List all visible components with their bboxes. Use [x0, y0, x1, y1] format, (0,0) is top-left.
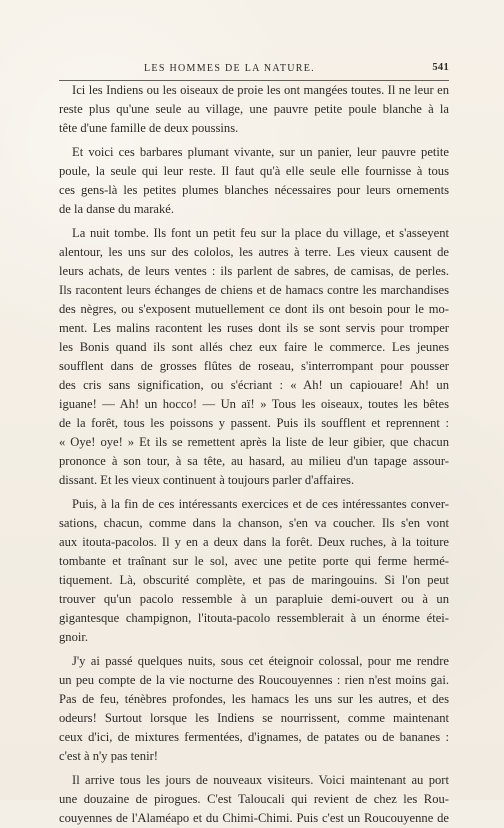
page-number: 541 — [432, 62, 449, 73]
text-line: Pas de feu, ténèbres profondes, les hamacs les uns sur les autres, et des — [59, 692, 449, 706]
text-line: tiquement. Là, obscurité complète, et pas de maringouins. Si l'on peut — [59, 573, 449, 587]
text-line: couyennes de l'Alaméapo et du Chimi-Chimi. Puis c'est un Roucouyenne de — [59, 811, 449, 825]
text-line: La nuit tombe. Ils font un petit feu sur la place du village, et s'asseyent — [72, 226, 449, 240]
text-line: gnoir. — [59, 630, 89, 644]
text-line: soufflent dans de grosses flûtes de roseau, s'interrompant pour pousser — [59, 359, 449, 373]
text-line: gigantesque champignon, l'itouta-pacolo ressemblerait à un énorme étei- — [59, 611, 449, 625]
text-line: alentour, les uns sur des cololos, les autres à terre. Les vieux causent de — [59, 245, 449, 259]
text-line: des nègres, ou s'exposent mutuellement ce dont ils ont besoin pour le mo- — [59, 302, 449, 316]
text-line: sations, chacun, comme dans la chanson, s'en va coucher. Ils s'en vont — [59, 516, 449, 530]
text-line: odeurs! Surtout lorsque les Indiens se nourrissent, comme maintenant — [59, 711, 449, 725]
text-line: un peu compte de la vie nocturne des Roucouyennes : rien n'est moins gai. — [59, 673, 449, 687]
text-line: dissant. Et les vieux continuent à toujours parler d'affaires. — [59, 473, 355, 487]
text-line: Ils racontent leurs échanges de chiens et de hamacs contre les marchandises — [59, 283, 449, 297]
text-line: de la danse du maraké. — [59, 202, 175, 216]
text-line: reste plus qu'une seule au village, une pauvre petite poule blanche à la — [59, 102, 449, 116]
text-line: de la forêt, tous les poissons y passent. Puis ils soufflent et reprennent : — [59, 416, 449, 430]
text-line: c'est à n'y pas tenir! — [59, 749, 158, 763]
body-text — [59, 81, 449, 828]
text-line: tombante et traînant sur le sol, avec une petite porte qui ferme hermé- — [59, 554, 449, 568]
text-line: Puis, à la fin de ces intéressants exercices et de ces intéressantes conver- — [72, 497, 449, 511]
text-line: une douzaine de pirogues. C'est Taloucali qui revient de chez les Rou- — [59, 792, 449, 806]
text-line: prononce à son tour, à sa tête, au hasard, au milieu d'un tapage assour- — [59, 454, 449, 468]
running-title: LES HOMMES DE LA NATURE. — [144, 63, 315, 74]
text-line: ment. Les malins racontent les ruses dont ils se sont servis pour tromper — [59, 321, 449, 335]
text-line: aux itouta-pacolos. Il y en a deux dans la forêt. Deux ruches, à la toiture — [59, 535, 449, 549]
text-line: leurs achats, de leurs ventes : ils parlent de sabres, de camisas, de perles. — [59, 264, 449, 278]
page-header — [59, 63, 449, 77]
text-line: des cris sans signification, ou s'écriant : « Ah! un capiouare! Ah! un — [59, 378, 449, 392]
text-line: J'y ai passé quelques nuits, sous cet éteignoir colossal, pour me rendre — [72, 654, 449, 668]
text-line: Et voici ces barbares plumant vivante, sur un panier, leur pauvre petite — [72, 145, 449, 159]
text-line: ceux d'ici, de mixtures fermentées, d'ignames, de patates ou de bananes : — [59, 730, 449, 744]
text-line: Ici les Indiens ou les oiseaux de proie les ont mangées toutes. Il ne leur en — [72, 83, 449, 97]
text-line: « Oye! oye! » Et ils se remettent après la liste de leur gibier, que chacun — [59, 435, 449, 449]
text-line: poule, la seule qui leur reste. Il faut qu'à elle seule elle fournisse à tous — [59, 164, 449, 178]
text-line: ces gens-là les petites plumes blanches nécessaires pour leurs ornements — [59, 183, 449, 197]
text-line: iguane! — Ah! un hocco! — Un aï! » Tous les oiseaux, toutes les bêtes — [59, 397, 449, 411]
text-line: trouver qu'un pacolo ressemble à un parapluie demi-ouvert ou à un — [59, 592, 449, 606]
text-line: tête d'une famille de deux poussins. — [59, 121, 239, 135]
text-line: les Bonis quand ils sont allés chez eux faire le commerce. Les jeunes — [59, 340, 449, 354]
text-line: Il arrive tous les jours de nouveaux visiteurs. Voici maintenant au port — [72, 773, 449, 787]
